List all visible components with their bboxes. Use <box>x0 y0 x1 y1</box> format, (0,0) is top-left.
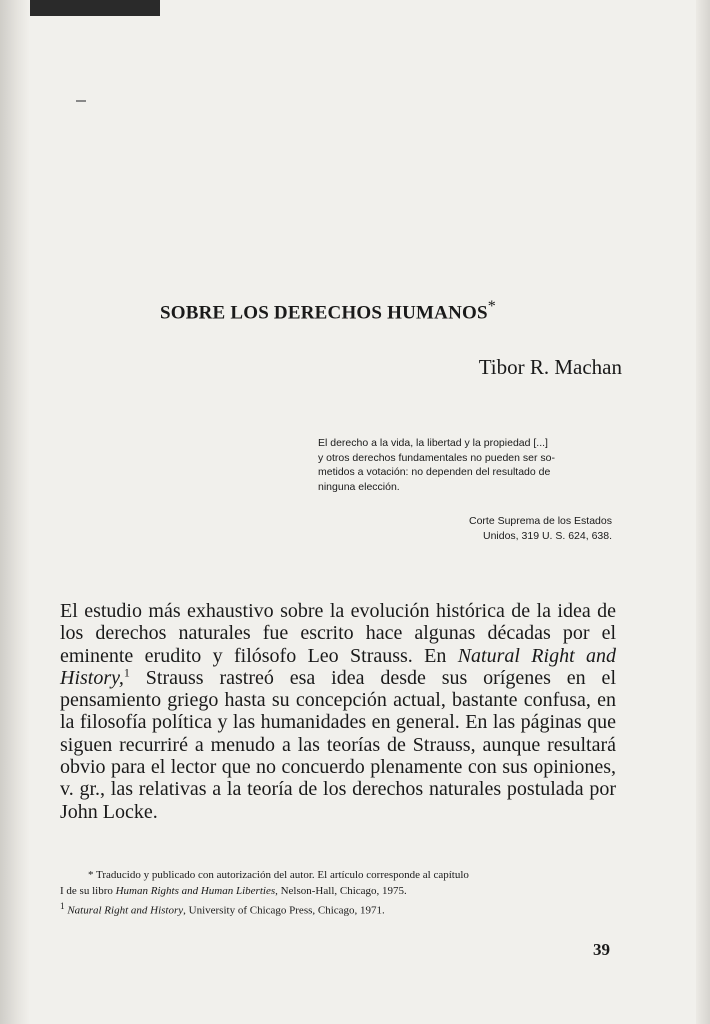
page-number: 39 <box>593 940 610 959</box>
footnote-star-line2 <box>60 884 616 900</box>
epigraph-line: El derecho a la vida, la libertad y la propiedad [...] <box>318 437 548 449</box>
footnote-1-mark: 1 <box>60 901 65 911</box>
footnotes <box>60 868 616 919</box>
epigraph-source-line: Unidos, 319 U. S. 624, 638. <box>483 530 612 542</box>
epigraph-source-line: Corte Suprema de los Estados <box>469 515 612 527</box>
footnote-ref-1: 1 <box>123 665 130 680</box>
page-right-edge <box>696 0 710 1024</box>
footnote-star-line1: * Traducido y publicado con autorización del autor. El artículo corresponde al capítulo <box>88 869 469 881</box>
footnote-book-title: Natural Right and History <box>67 904 184 917</box>
article-title-text: SOBRE LOS DERECHOS HUMANOS <box>160 302 488 324</box>
page-gutter-shadow <box>0 0 30 1024</box>
article-author: Tibor R. Machan <box>478 355 622 379</box>
body-text-part1: El estudio más exhaustivo sobre la evolución histórica de la idea de los derechos naturales fue escrito hace algunas décadas por el eminente erudito y filósofo Leo Strauss. En <box>60 600 616 667</box>
scan-edge-strip <box>30 0 160 16</box>
footnote-text: , University of Chicago Press, Chicago, 1971. <box>183 904 385 917</box>
footnote-text: , Nelson-Hall, Chicago, 1975. <box>275 884 407 897</box>
body-paragraph <box>60 600 616 823</box>
footnote-1 <box>60 899 616 919</box>
scan-mark <box>76 100 86 102</box>
footnote-book-title: Human Rights and Human Liberties <box>115 884 276 897</box>
epigraph-quote <box>318 436 616 494</box>
body-text-part2: Strauss rastreó esa idea desde sus orígenes en el pensamiento griego hasta su concepción actual, bastante confusa, en la filosofía política y las humanidades en general. En las páginas que siguen recurriré a menudo a las teorías de Strauss, aunque resultará obvio para el lector que no concuerdo plenamente con sus opiniones, v. gr., las relativas a la teoría de los derechos naturales postulada por John Locke. <box>60 666 616 823</box>
article-title <box>160 298 560 324</box>
epigraph-line: metidos a votación: no dependen del resultado de <box>318 466 551 478</box>
footnote-text: I de su libro <box>60 884 116 897</box>
epigraph-source <box>352 514 612 544</box>
book-title-reference: Natural Right and History, <box>60 644 616 689</box>
title-footnote-mark: * <box>487 298 496 315</box>
paragraph <box>60 600 616 823</box>
epigraph-line: y otros derechos fundamentales no pueden ser so- <box>318 451 555 464</box>
epigraph-line: ninguna elección. <box>318 480 400 493</box>
